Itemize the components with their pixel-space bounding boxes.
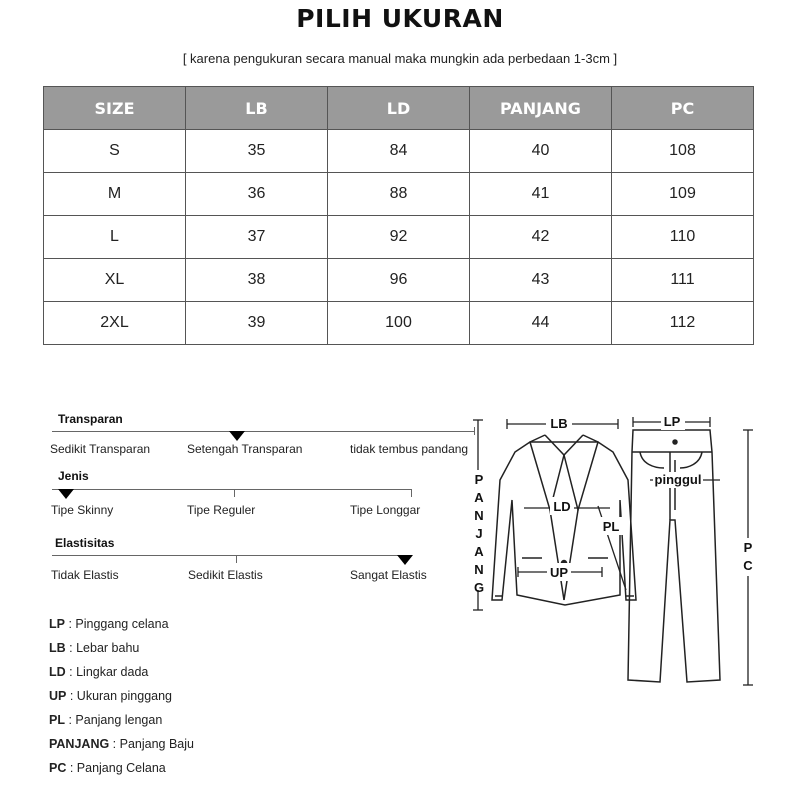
cell-ld: 84 (328, 130, 470, 173)
header-ld: LD (328, 87, 470, 130)
jenis-label-mid: Tipe Reguler (187, 503, 256, 517)
lp-label: LP (663, 414, 681, 429)
table-header-row (44, 87, 754, 130)
legend-code: LD (49, 665, 66, 679)
legend-item-ld (49, 660, 194, 684)
cell-panjang: 44 (470, 302, 612, 345)
pants-illustration-icon (628, 430, 720, 682)
garment-measurement-diagram (470, 400, 770, 700)
cell-panjang: 40 (470, 130, 612, 173)
legend-desc: : Lingkar dada (65, 665, 149, 679)
legend-desc: : Ukuran pinggang (66, 689, 173, 703)
cell-size: M (44, 173, 186, 216)
cell-ld: 92 (328, 216, 470, 259)
jenis-label-low: Tipe Skinny (51, 503, 114, 517)
panjang-letter: P (474, 472, 484, 487)
panjang-letter: A (474, 490, 484, 505)
transparan-scale-title: Transparan (58, 412, 123, 426)
legend-item-panjang (49, 732, 194, 756)
cell-lb: 35 (186, 130, 328, 173)
table-row (44, 259, 754, 302)
elastisitas-label-low: Tidak Elastis (51, 568, 119, 582)
table-row (44, 216, 754, 259)
pl-label: PL (602, 519, 620, 534)
scale-tick (411, 489, 412, 497)
legend-item-lp (49, 612, 194, 636)
pc-letter: C (743, 558, 753, 573)
cell-panjang: 42 (470, 216, 612, 259)
panjang-letter: A (474, 544, 484, 559)
legend-item-lb (49, 636, 194, 660)
page-title: PILIH UKURAN (296, 4, 504, 33)
legend-desc: : Panjang Baju (109, 737, 194, 751)
cell-size: S (44, 130, 186, 173)
legend-code: PANJANG (49, 737, 110, 751)
pinggul-label: pinggul (654, 472, 702, 487)
jenis-scale-line (52, 489, 412, 490)
pc-vertical-label (740, 538, 756, 576)
cell-size: L (44, 216, 186, 259)
elastisitas-selected-marker-icon (397, 555, 413, 565)
legend-item-pl (49, 708, 194, 732)
cell-panjang: 41 (470, 173, 612, 216)
scale-tick (234, 489, 235, 497)
panjang-letter: N (474, 562, 484, 577)
legend-code: PC (49, 761, 67, 775)
panjang-letter: J (475, 526, 483, 541)
legend-desc: : Panjang Celana (66, 761, 166, 775)
panjang-letter: G (473, 580, 485, 595)
cell-lb: 39 (186, 302, 328, 345)
header-pc: PC (612, 87, 754, 130)
elastisitas-scale-title: Elastisitas (55, 536, 115, 550)
cell-pc: 112 (612, 302, 754, 345)
legend-item-up (49, 684, 194, 708)
header-panjang: PANJANG (470, 87, 612, 130)
legend-item-pc (49, 756, 194, 780)
legend-code: LP (49, 617, 65, 631)
measurement-note: [ karena pengukuran secara manual maka mungkin ada perbedaan 1-3cm ] (182, 51, 618, 66)
transparan-scale-line (52, 431, 474, 432)
cell-lb: 38 (186, 259, 328, 302)
cell-lb: 37 (186, 216, 328, 259)
transparan-label-low: Sedikit Transparan (50, 442, 151, 456)
pc-letter: P (743, 540, 753, 555)
cell-ld: 100 (328, 302, 470, 345)
panjang-letter: N (474, 508, 484, 523)
size-table (43, 86, 754, 345)
table-row (44, 173, 754, 216)
measurement-legend (49, 612, 194, 780)
header-lb: LB (186, 87, 328, 130)
jenis-selected-marker-icon (58, 489, 74, 499)
cell-ld: 96 (328, 259, 470, 302)
elastisitas-label-high: Sangat Elastis (350, 568, 427, 582)
cell-pc: 108 (612, 130, 754, 173)
cell-panjang: 43 (470, 259, 612, 302)
legend-desc: : Pinggang celana (64, 617, 169, 631)
elastisitas-scale-line (52, 555, 412, 556)
cell-pc: 110 (612, 216, 754, 259)
scale-tick (236, 555, 237, 563)
cell-lb: 36 (186, 173, 328, 216)
transparan-selected-marker-icon (229, 431, 245, 441)
legend-desc: : Panjang lengan (64, 713, 163, 727)
legend-code: PL (49, 713, 65, 727)
table-row (44, 130, 754, 173)
cell-size: 2XL (44, 302, 186, 345)
legend-code: LB (49, 641, 66, 655)
ld-label: LD (553, 499, 571, 514)
legend-code: UP (49, 689, 67, 703)
panjang-vertical-label (472, 470, 486, 595)
legend-desc: : Lebar bahu (65, 641, 140, 655)
elastisitas-label-mid: Sedikit Elastis (188, 568, 263, 582)
jenis-scale-title: Jenis (58, 469, 89, 483)
transparan-label-mid: Setengah Transparan (187, 442, 303, 456)
cell-pc: 111 (612, 259, 754, 302)
cell-pc: 109 (612, 173, 754, 216)
cell-size: XL (44, 259, 186, 302)
cell-ld: 88 (328, 173, 470, 216)
transparan-label-high: tidak tembus pandang (350, 442, 469, 456)
up-label: UP (549, 565, 569, 580)
table-row (44, 302, 754, 345)
header-size: SIZE (44, 87, 186, 130)
jenis-label-high: Tipe Longgar (350, 503, 421, 517)
lb-label: LB (550, 416, 568, 431)
